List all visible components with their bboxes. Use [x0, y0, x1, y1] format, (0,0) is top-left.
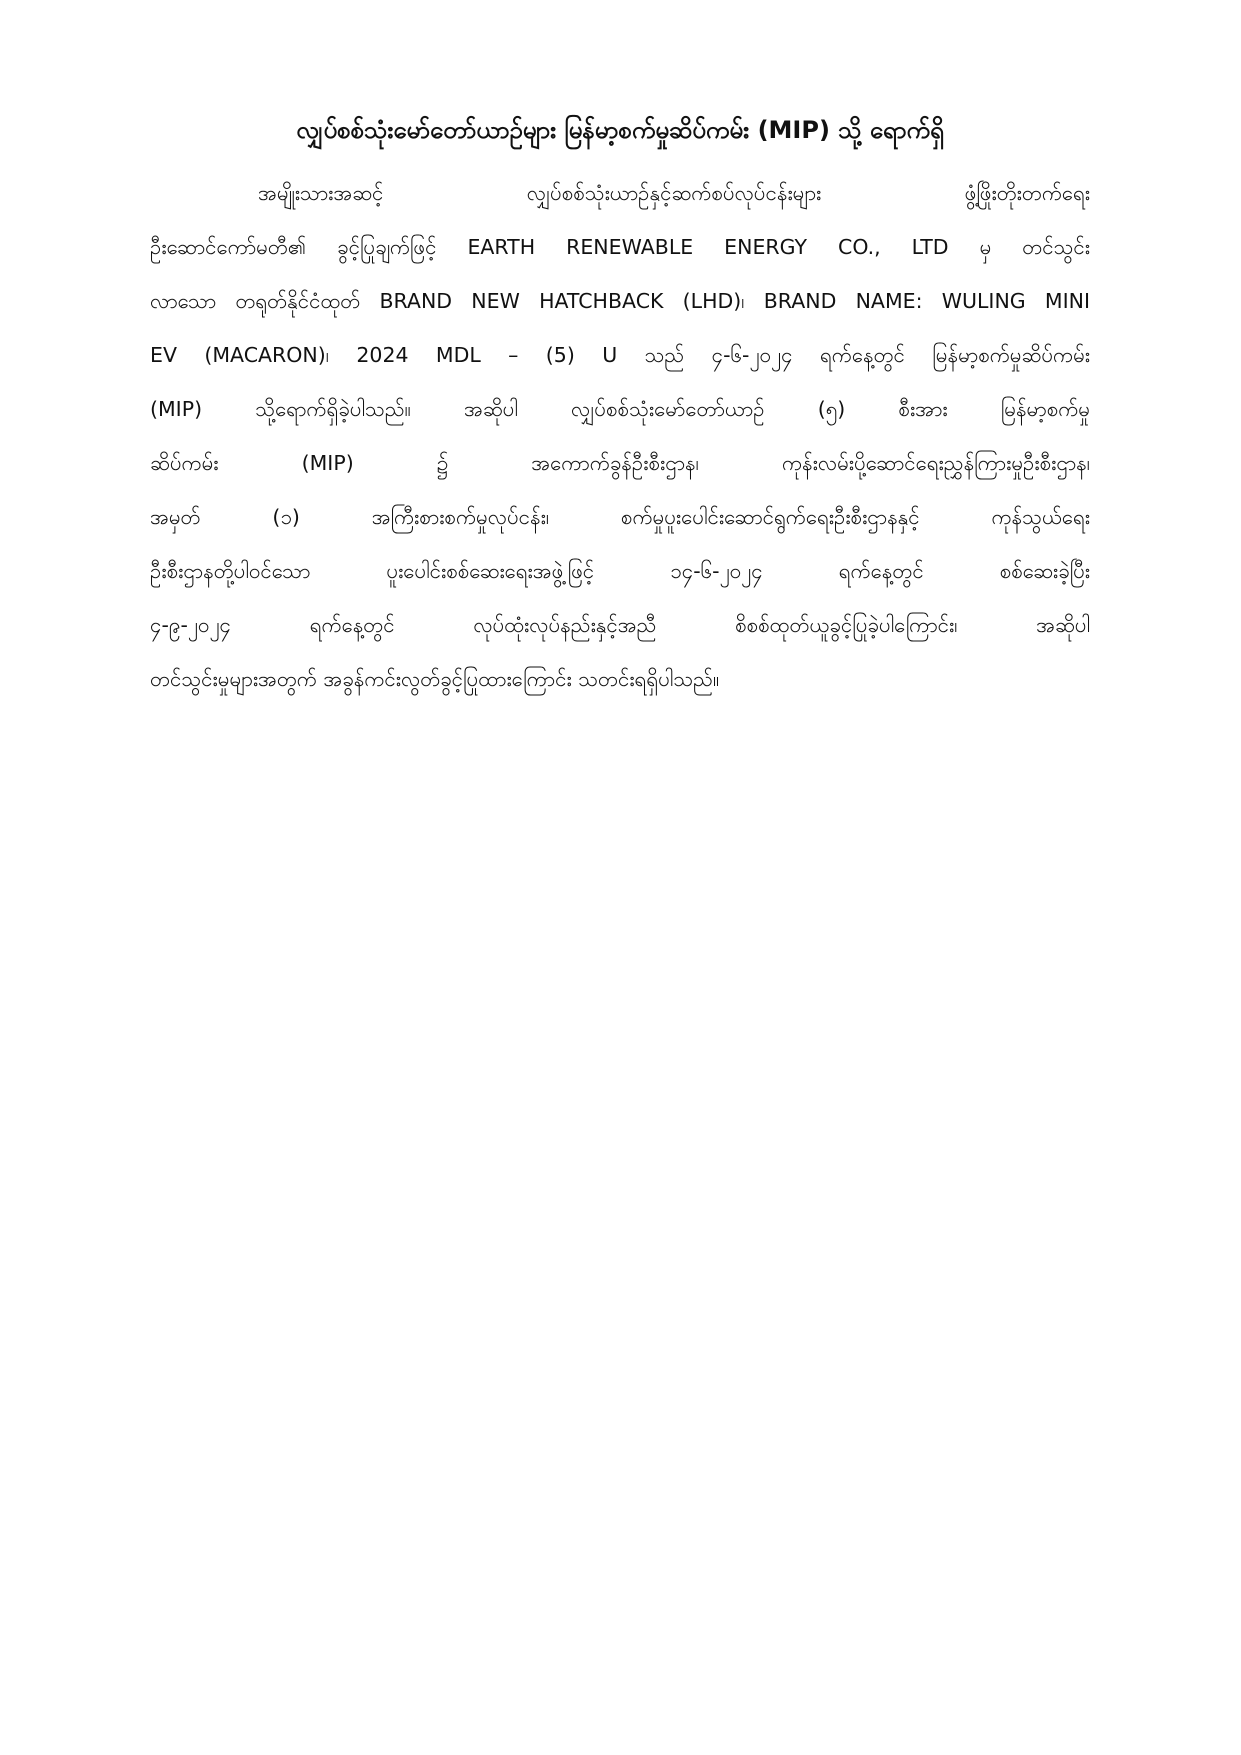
body-line: အမှတ် (၁) အကြီးစားစက်မှုလုပ်ငန်း၊ စက်မှုပူးပေါင်းဆောင်ရွက်ရေးဦးစီးဌာနနှင့် ကုန်သွယ်ရေး — [150, 505, 1090, 529]
document-body — [150, 166, 1090, 706]
body-line: EV (MACARON)၊ 2024 MDL – (5) U သည် ၄-၆-၂၀၂၄ ရက်နေ့တွင် မြန်မာ့စက်မှုဆိပ်ကမ်း — [150, 343, 1090, 367]
body-line: ဦးစီးဌာနတို့ပါဝင်သော ပူးပေါင်းစစ်ဆေးရေးအဖွဲ့ဖြင့် ၁၄-၆-၂၀၂၄ ရက်နေ့တွင် စစ်ဆေးခဲ့ပြီး — [150, 559, 1090, 583]
body-line: ဦးဆောင်ကော်မတီ၏ ခွင့်ပြုချက်ဖြင့် EARTH RENEWABLE ENERGY CO., LTD မှ တင်သွင်း — [150, 235, 1090, 259]
body-line: အမျိုးသားအဆင့် လျှပ်စစ်သုံးယာဉ်နှင့်ဆက်စပ်လုပ်ငန်းများ ဖွံ့ဖြိုးတိုးတက်ရေး — [258, 181, 1090, 205]
body-line: (MIP) သို့ရောက်ရှိခဲ့ပါသည်။ အဆိုပါ လျှပ်စစ်သုံးမော်တော်ယာဉ် (၅) စီးအား မြန်မာ့စက်မှု — [150, 397, 1090, 421]
body-line: တင်သွင်းမှုများအတွက် အခွန်ကင်းလွတ်ခွင့်ပြုထားကြောင်း သတင်းရရှိပါသည်။ — [150, 667, 720, 691]
body-line: လာသော တရုတ်နိုင်ငံထုတ် BRAND NEW HATCHBACK (LHD)၊ BRAND NAME: WULING MINI — [150, 289, 1090, 313]
document-title: လျှပ်စစ်သုံးမော်တော်ယာဉ်များ မြန်မာ့စက်မှုဆိပ်ကမ်း (MIP) သို့ ရောက်ရှိ — [296, 116, 944, 144]
body-line: ၄-၉-၂၀၂၄ ရက်နေ့တွင် လုပ်ထုံးလုပ်နည်းနှင့်အညီ စိစစ်ထုတ်ယူခွင့်ပြုခဲ့ပါကြောင်း၊ အဆိုပါ — [150, 613, 1090, 637]
body-line: ဆိပ်ကမ်း (MIP) ၌ အကောက်ခွန်ဦးစီးဌာန၊ ကုန်းလမ်းပို့ဆောင်ရေးညွှန်ကြားမှုဦးစီးဌာန၊ — [150, 451, 1090, 475]
